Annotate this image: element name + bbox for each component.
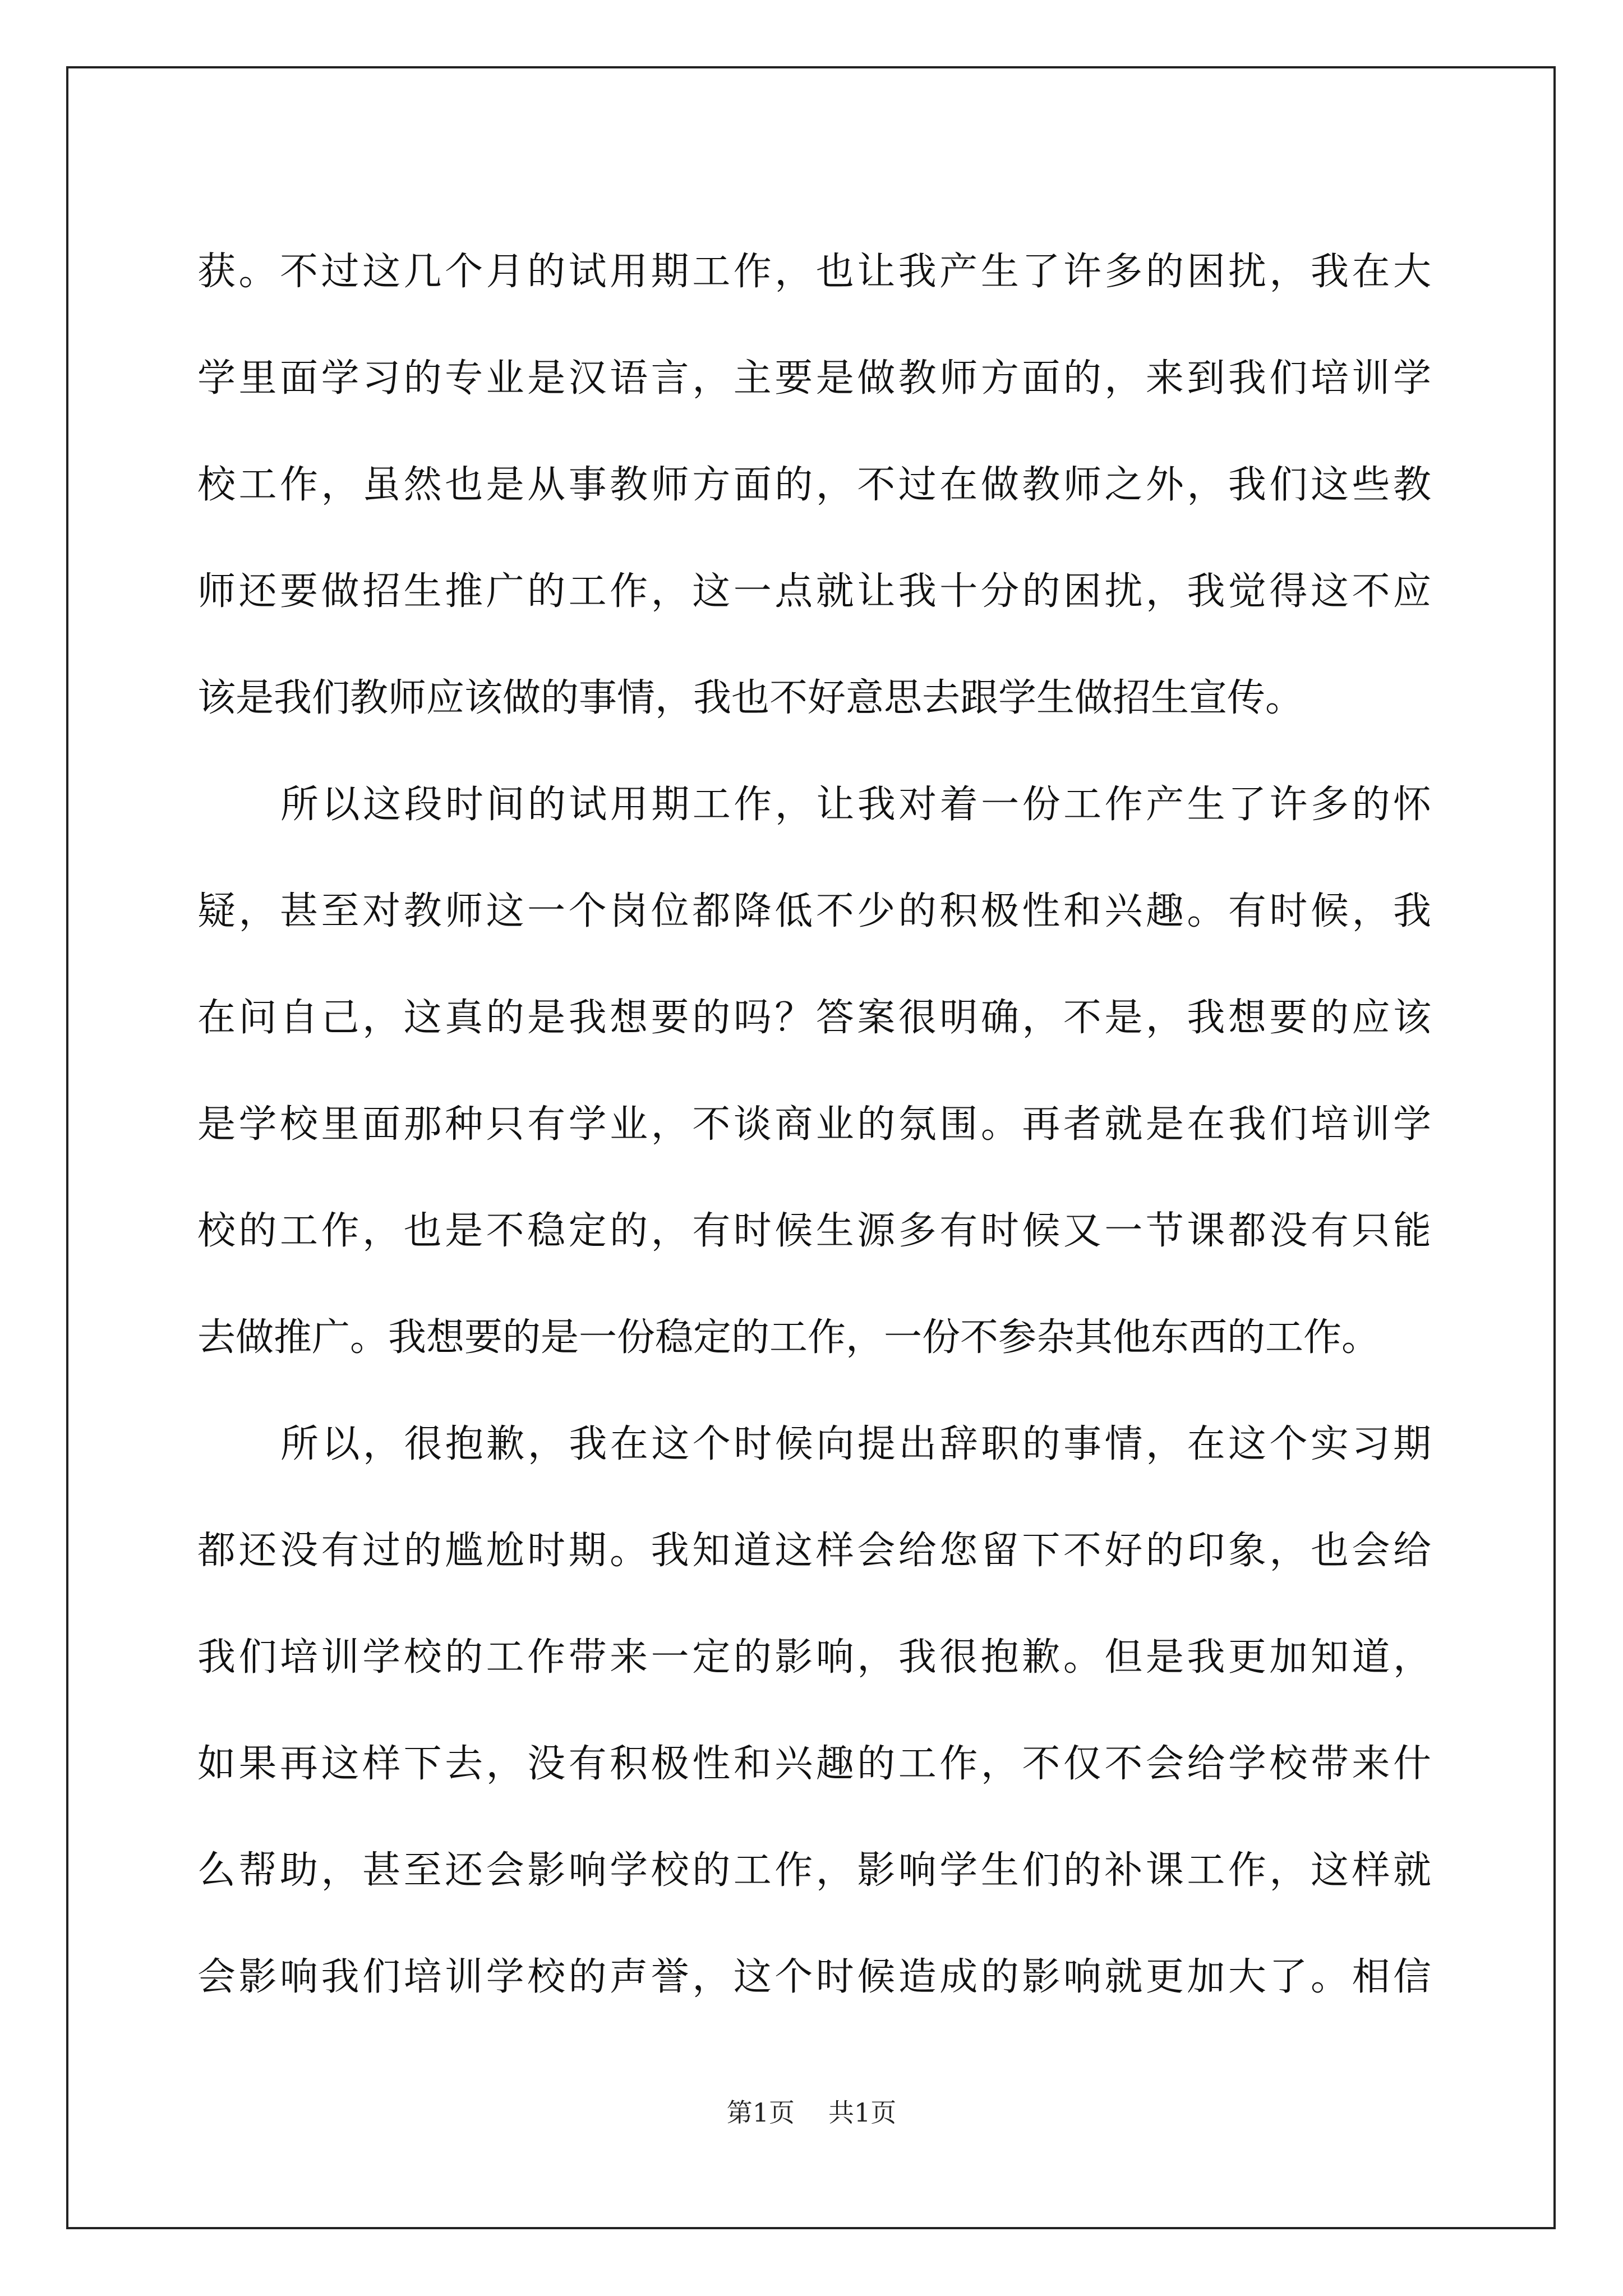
text-line: 会影响我们培训学校的声誉，这个时候造成的影响就更加大了。相信 [197, 1955, 1431, 1999]
text-line: 学里面学习的专业是汉语言，主要是做教师方面的，来到我们培训学 [197, 356, 1431, 401]
document-body [197, 219, 1431, 2031]
page-number: 第1页 [726, 2097, 795, 2128]
text-line: 校工作，虽然也是从事教师方面的，不过在做教师之外，我们这些教 [197, 463, 1431, 507]
text-line: 校的工作，也是不稳定的，有时候生源多有时候又一节课都没有只能 [197, 1209, 1431, 1253]
text-line: 获。不过这几个月的试用期工作，也让我产生了许多的困扰，我在大 [197, 250, 1431, 294]
text-line: 师还要做招生推广的工作，这一点就让我十分的困扰，我觉得这不应 [197, 569, 1431, 614]
page-total: 共1页 [828, 2097, 897, 2128]
text-line: 么帮助，甚至还会影响学校的工作，影响学生们的补课工作，这样就 [197, 1848, 1431, 1893]
text-line: 都还没有过的尴尬时期。我知道这样会给您留下不好的印象，也会给 [197, 1529, 1431, 1573]
text-line: 我们培训学校的工作带来一定的影响，我很抱歉。但是我更加知道， [197, 1635, 1431, 1680]
text-line: 去做推广。我想要的是一份稳定的工作，一份不参杂其他东西的工作。 [197, 1315, 1380, 1360]
text-line: 如果再这样下去，没有积极性和兴趣的工作，不仅不会给学校带来什 [197, 1742, 1431, 1786]
page-footer [0, 2092, 1623, 2129]
text-line: 疑，甚至对教师这一个岗位都降低不少的积极性和兴趣。有时候，我 [197, 889, 1431, 933]
text-line: 该是我们教师应该做的事情，我也不好意思去跟学生做招生宣传。 [197, 676, 1304, 720]
text-line: 在问自己，这真的是我想要的吗？答案很明确，不是，我想要的应该 [197, 996, 1431, 1040]
text-line: 是学校里面那种只有学业，不谈商业的氛围。再者就是在我们培训学 [197, 1102, 1431, 1147]
paragraph-first-line: 所以，很抱歉，我在这个时候向提出辞职的事情，在这个实习期 [280, 1422, 1431, 1466]
paragraph-first-line: 所以这段时间的试用期工作，让我对着一份工作产生了许多的怀 [280, 783, 1431, 827]
